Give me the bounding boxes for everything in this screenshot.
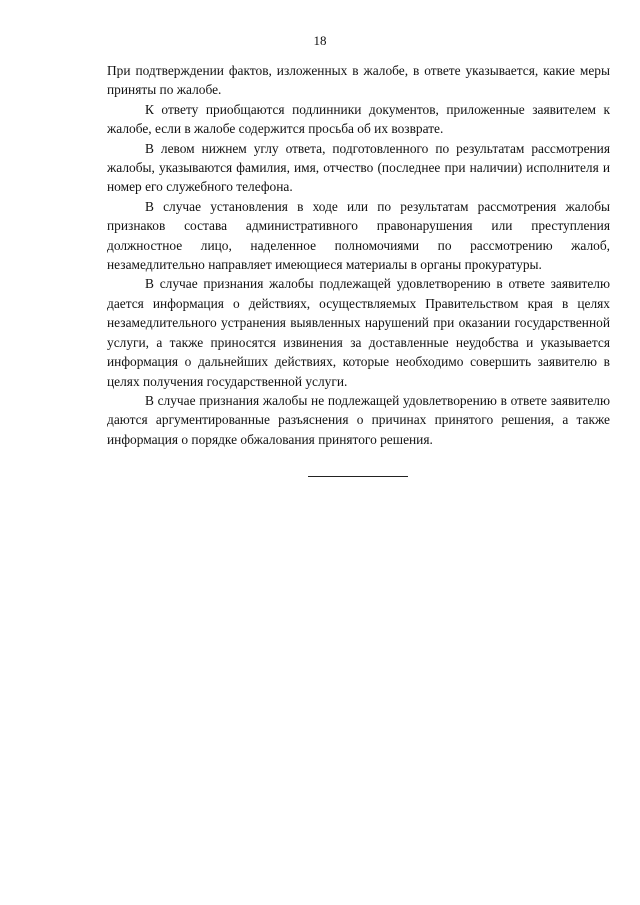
- end-of-text-rule: [308, 476, 408, 477]
- paragraph-complaint-rejected: В случае признания жалобы не подлежащей удовлетворению в ответе заявителю даются аргументированные разъяснения о причинах принятого решения, а также информация о порядке обжалования принятого решения.: [107, 392, 610, 447]
- paragraph-prosecutor-referral: В случае установления в ходе или по результатам рассмотрения жалобы признаков состава административного правонарушения или преступления должностное лицо, наделенное полномочиями по рассмотрению жалоб, незамедлительно направляет имеющиеся материалы в органы прокуратуры.: [107, 198, 610, 273]
- paragraph-executor-details: В левом нижнем углу ответа, подготовленного по результатам рассмотрения жалобы, указываются фамилия, имя, отчество (последнее при наличии) исполнителя и номер его служебного телефона.: [107, 140, 610, 195]
- document-body: [107, 61, 610, 449]
- page-number: 18: [313, 33, 327, 48]
- paragraph-attached-originals: К ответу приобщаются подлинники документов, приложенные заявителем к жалобе, если в жалобе содержится просьба об их возврате.: [107, 101, 610, 137]
- paragraph-complaint-satisfied: В случае признания жалобы подлежащей удовлетворению в ответе заявителю дается информация о действиях, осуществляемых Правительством края в целях незамедлительного устранения выявленных нарушений при оказании государственной услуги, а также приносятся извинения за доставленные неудобства и указывается информация о дальнейших действиях, которые необходимо совершить заявителю в целях получения государственной услуги.: [107, 276, 610, 389]
- paragraph-confirmed-facts: При подтверждении фактов, изложенных в жалобе, в ответе указывается, какие меры приняты по жалобе.: [107, 63, 610, 98]
